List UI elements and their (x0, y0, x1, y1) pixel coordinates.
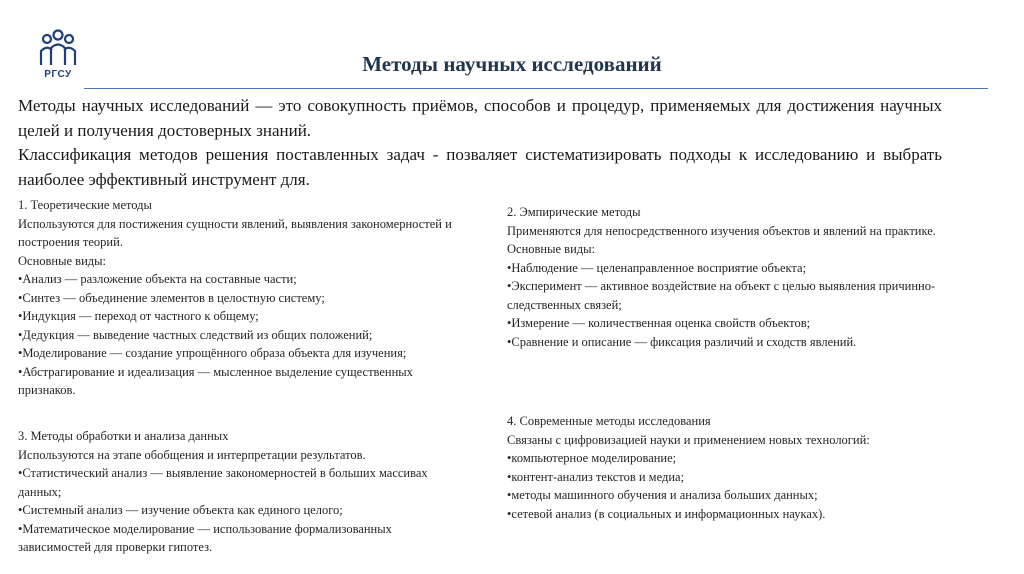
section-subheading: Основные виды: (18, 253, 107, 268)
list-item: •компьютерное моделирование; (507, 451, 677, 465)
section-subheading: Основные виды: (507, 242, 596, 256)
section-theoretical-methods (18, 196, 458, 400)
list-item: •методы машинного обучения и анализа больших данных; (507, 488, 818, 502)
logo-text: РГСУ (44, 69, 72, 80)
list-item: •Дедукция — выведение частных следствий из общих положений; (18, 327, 373, 342)
section-heading: 2. Эмпирические методы (507, 205, 641, 219)
list-item: •Системный анализ — изучение объекта как единого целого; (18, 503, 343, 517)
list-item: •Синтез — объединение элементов в целостную систему; (18, 290, 325, 305)
list-item: •Наблюдение — целенаправленное восприятие объекта; (507, 260, 807, 275)
page-title: Методы научных исследований (362, 52, 662, 76)
section-data-analysis-methods (18, 427, 458, 557)
list-item: •Статистический анализ — выявление закономерностей в больших массивах данных; (18, 466, 428, 499)
list-item: •Моделирование — создание упрощённого образа объекта для изучения; (18, 346, 407, 360)
title-divider (84, 88, 988, 89)
list-item: •Математическое моделирование — использование формализованных зависимостей для проверки гипотез. (18, 521, 392, 554)
section-description: Применяются для непосредственного изучения объектов и явлений на практике. (507, 223, 936, 238)
section-heading: 1. Теоретические методы (18, 198, 152, 212)
intro-classification: Классификация методов решения поставленных задач - позваляет систематизировать подходы к исследованию и выбрать наиболее эффективный инструмент для. (18, 145, 942, 189)
section-modern-methods (507, 412, 947, 523)
section-heading: 3. Методы обработки и анализа данных (18, 429, 229, 443)
intro-definition: Методы научных исследований — это совокупность приёмов, способов и процедур, применяемых для достижения научных целей и получения достоверных знаний. (18, 96, 942, 140)
section-description: Используются для постижения сущности явлений, выявления закономерностей и построения теорий. (18, 216, 452, 249)
list-item: •сетевой анализ (в социальных и информационных науках). (507, 506, 826, 521)
list-item: •контент-анализ текстов и медиа; (507, 469, 685, 484)
section-empirical-methods (507, 203, 947, 351)
section-description: Связаны с цифровизацией науки и применением новых технологий: (507, 432, 870, 447)
list-item: •Сравнение и описание — фиксация различий и сходств явлений. (507, 334, 857, 349)
intro-text (18, 94, 942, 192)
section-description: Используются на этапе обобщения и интерпретации результатов. (18, 447, 366, 462)
list-item: •Анализ — разложение объекта на составные части; (18, 272, 297, 286)
list-item: •Измерение — количественная оценка свойств объектов; (507, 316, 811, 330)
list-item: •Индукция — переход от частного к общему; (18, 309, 259, 323)
list-item: •Эксперимент — активное воздействие на объект с целью выявления причинно-следственных связей; (507, 279, 936, 312)
section-heading: 4. Современные методы исследования (507, 414, 711, 428)
list-item: •Абстрагирование и идеализация — мысленное выделение существенных признаков. (18, 364, 413, 397)
